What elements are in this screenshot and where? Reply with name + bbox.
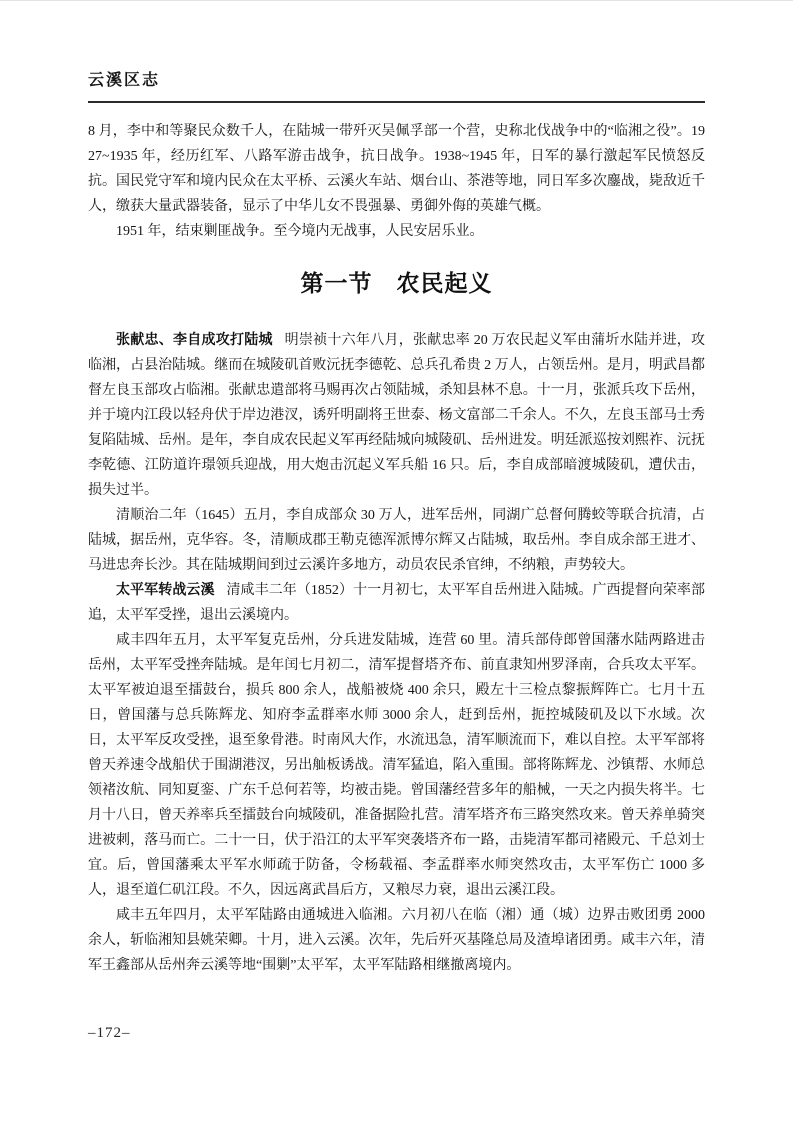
page-body (88, 119, 705, 978)
paragraph-xianfeng-5: 咸丰五年四月，太平军陆路由通城进入临湘。六月初八在临（湘）通（城）边界击败团勇 2000 余人，斩临湘知县姚荣卿。十月，进入云溪。次年，先后歼灭基隆总局及渣埠诸团勇。咸丰六年，清军王鑫部从岳州奔云溪等地“围剿”太平军，太平军陆路相继撤离境内。 (88, 908, 705, 973)
running-header-title: 云溪区志 (88, 72, 161, 89)
page-number: –172– (88, 1025, 131, 1041)
entry-text-taipingjun: 清咸丰二年（1852）十一月初七，太平军自岳州进入陆城。广西提督向荣率部追，太平军受挫，退出云溪境内。 (88, 583, 706, 623)
paragraph-entry-taipingjun (88, 578, 705, 628)
entry-title-taipingjun: 太平军转战云溪 (116, 583, 215, 598)
paragraph-intro-1: 8 月，李中和等聚民众数千人，在陆城一带歼灭吴佩孚部一个营，史称北伐战争中的“临湘之役”。1927~1935 年，经历红军、八路军游击战争，抗日战争。1938~1945 年，日军的暴行激起军民愤怒反抗。国民党守军和境内民众在太平桥、云溪火车站、烟台山、茶港等地，同日军多次鏖战，毙敌近千人，缴获大量武器装备，显示了中华儿女不畏强暴、勇御外侮的英雄气概。 (88, 124, 705, 214)
paragraph-entry-zhangxianzhong (88, 328, 705, 503)
paragraph-xianfeng-4: 咸丰四年五月，太平军复克岳州，分兵进发陆城，连营 60 里。清兵部侍郎曾国藩水陆两路进击岳州，太平军受挫奔陆城。是年闰七月初二，清军提督塔齐布、前直隶知州罗泽南，合兵攻太平军。太平军被迫退至擂鼓台，损兵 800 余人，战船被烧 400 余只，殿左十三检点黎振辉阵亡。七月十五日，曾国藩与总兵陈辉龙、知府李孟群率水师 3000 余人，赶到岳州，扼控城陵矶及以下水域。次日，太平军反攻受挫，退至象骨港。时南风大作，水流迅急，清军顺流而下，难以自控。太平军部将曾天养速令战船伏于围湖港汊，另出舢板诱战。清军猛追，陷入重围。部将陈辉龙、沙镇帮、水师总领褚汝航、同知夏銮、广东千总何若等，均被击毙。曾国藩经营多年的船械，一天之内损失将半。七月十八日，曾天养率兵至擂鼓台向城陵矶，准备据险扎营。清军塔齐布三路突然攻来。曾天养单骑突进被刺，落马而亡。二十一日，伏于沿江的太平军突袭塔齐布一路，击毙清军都司褚殿元、千总刘士宜。后，曾国藩乘太平军水师疏于防备，令杨载福、李孟群率水师突然攻击，太平军伤亡 1000 多人，退至道仁矶江段。不久，因远离武昌后方，又粮尽力衰，退出云溪江段。 (88, 633, 705, 898)
paragraph-intro-2: 1951 年，结束剿匪战争。至今境内无战事，人民安居乐业。 (116, 224, 484, 239)
section-heading: 第一节 农民起义 (300, 270, 493, 296)
entry-title-zhangxianzhong: 张献忠、李自成攻打陆城 (116, 333, 273, 348)
page-header (88, 1, 705, 103)
header-rule (88, 101, 705, 103)
entry-text-zhangxianzhong: 明崇祯十六年八月，张献忠率 20 万农民起义军由蒲圻水陆并进，攻临湘，占县治陆城。继而在城陵矶首败沅抚李德乾、总兵孔希贵 2 万人，占领岳州。是月，明武昌都督左良玉部攻占临湘。张献忠遣部将马赐再次占领陆城，杀知县林不息。十一月，张派兵攻下岳州，并于境内江段以轻舟伏于岸边港汊，诱歼明副将王世泰、杨文富部二千余人。不久，左良玉部马士秀复陷陆城、岳州。是年，李自成农民起义军再经陆城向城陵矶、岳州进发。明廷派巡按刘熙祚、沅抚李乾德、江防道许璟领兵迎战，用大炮击沉起义军兵船 16 只。后，李自成部暗渡城陵矶，遭伏击，损失过半。 (88, 333, 705, 498)
page-content (88, 1, 705, 978)
paragraph-qing-shunzhi: 清顺治二年（1645）五月，李自成部众 30 万人，进军岳州，同湖广总督何腾蛟等联合抗清，占陆城，据岳州，克华容。冬，清顺成郡王勒克德浑派博尔辉又占陆城，取岳州。李自成余部王进才、马进忠奔长沙。其在陆城期间到过云溪许多地方，动员农民杀官绅，不纳粮，声势较大。 (88, 508, 705, 573)
